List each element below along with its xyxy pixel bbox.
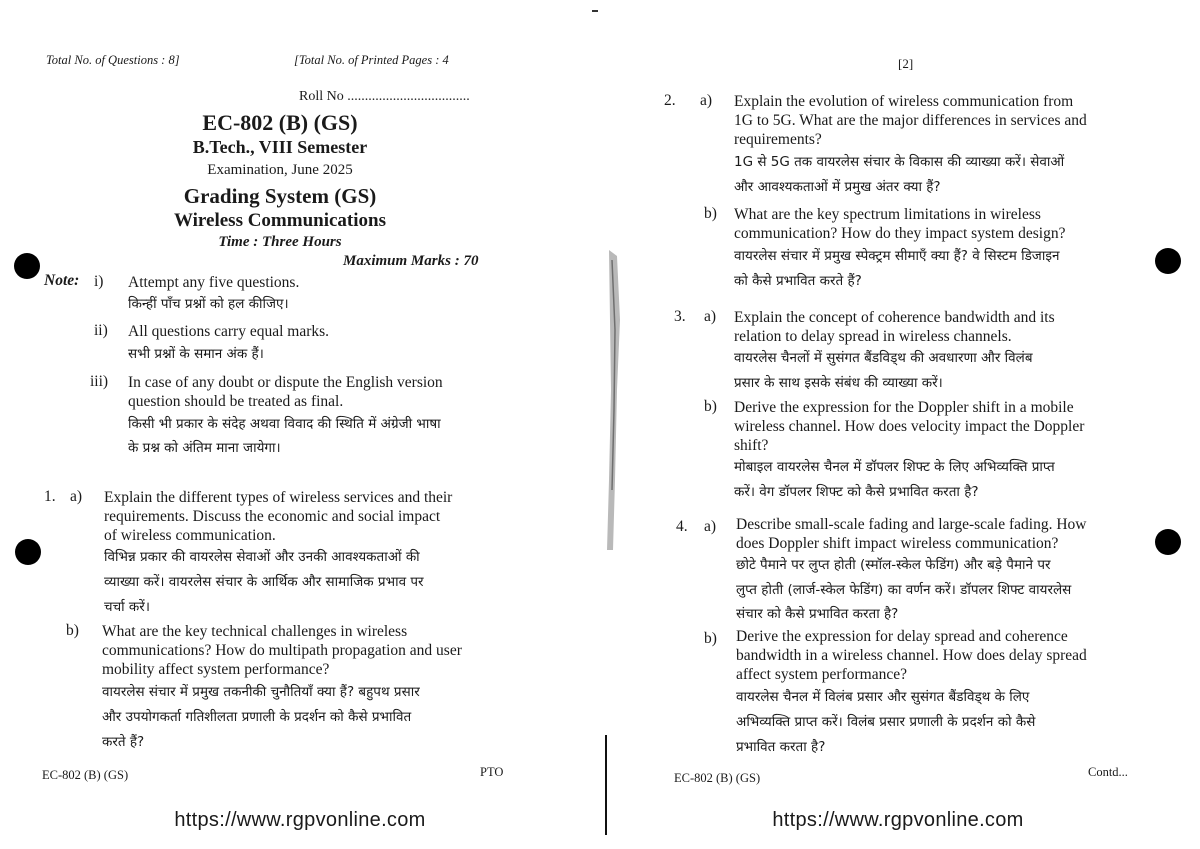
punch-hole (15, 539, 41, 565)
question-text: What are the key spectrum limitations in wireless (734, 206, 1041, 223)
grading-system: Grading System (GS) (183, 184, 377, 208)
paper-code: EC-802 (B) (GS) (202, 110, 358, 135)
part-label: a) (700, 92, 713, 109)
question-text: of wireless communication. (104, 527, 276, 544)
question-text: communication? How do they impact system design? (734, 225, 1066, 242)
question-text-hindi: और आवश्यकताओं में प्रमुख अंतर क्या हैं? (734, 179, 941, 195)
roll-no-field: Roll No ................................... (299, 89, 470, 104)
website-url[interactable]: https://www.rgpvonline.com (772, 809, 1024, 831)
question-text: bandwidth in a wireless channel. How does delay spread (736, 647, 1087, 664)
footer-paper-code: EC-802 (B) (GS) (42, 768, 129, 782)
question-text: requirements? (734, 131, 822, 148)
question-text-hindi: और उपयोगकर्ता गतिशीलता प्रणाली के प्रदर्शन को कैसे प्रभावित (102, 709, 412, 725)
question-text: 1G to 5G. What are the major differences in services and (734, 112, 1087, 129)
left-page (0, 0, 590, 849)
punch-hole (14, 253, 40, 279)
exam-session: Examination, June 2025 (207, 162, 353, 178)
question-text-hindi: विभिन्न प्रकार की वायरलेस सेवाओं और उनकी आवश्यकताओं की (104, 549, 420, 565)
part-label: a) (70, 488, 83, 505)
website-url[interactable]: https://www.rgpvonline.com (174, 809, 426, 831)
question-text-hindi: करें। वेग डॉपलर शिफ्ट को कैसे प्रभावित करता है? (734, 484, 979, 500)
question-text-hindi: करते हैं? (102, 734, 145, 750)
note-number: iii) (90, 373, 109, 390)
question-text-hindi: छोटे पैमाने पर लुप्त होती (स्मॉल-स्केल फेडिंग) और बड़े पैमाने पर (736, 557, 1051, 573)
note-text-hindi: सभी प्रश्नों के समान अंक हैं। (128, 346, 264, 362)
footer-paper-code: EC-802 (B) (GS) (674, 771, 761, 785)
note-text-hindi: किसी भी प्रकार के संदेह अथवा विवाद की स्थिति में अंग्रेजी भाषा (128, 416, 441, 432)
question-text-hindi: वायरलेस संचार में प्रमुख स्पेक्ट्रम सीमाएँ क्या हैं? वे सिस्टम डिजाइन (734, 248, 1060, 264)
part-label: a) (704, 518, 717, 535)
binding-line (605, 735, 607, 835)
question-text-hindi: प्रसार के साथ इसके संबंध की व्याख्या करें। (734, 375, 943, 391)
max-marks: Maximum Marks : 70 (343, 253, 479, 269)
footer-pto: PTO (480, 765, 504, 779)
question-text: communications? How do multipath propagation and user (102, 642, 462, 659)
question-text: Explain the different types of wireless services and their (104, 489, 453, 506)
total-questions-header: Total No. of Questions : 8] (46, 53, 180, 67)
question-text: Derive the expression for delay spread and coherence (736, 628, 1068, 645)
question-text: Explain the concept of coherence bandwidth and its (734, 309, 1055, 326)
time-allowed: Time : Three Hours (218, 234, 342, 250)
note-text: In case of any doubt or dispute the English version (128, 374, 443, 391)
note-text-hindi: किन्हीं पाँच प्रश्नों को हल कीजिए। (128, 296, 289, 312)
note-number: i) (94, 273, 104, 290)
note-text: question should be treated as final. (128, 393, 344, 410)
question-text-hindi: को कैसे प्रभावित करते हैं? (734, 273, 862, 289)
part-label: b) (66, 622, 79, 639)
note-text: All questions carry equal marks. (128, 323, 330, 340)
note-number: ii) (94, 322, 108, 339)
question-text: affect system performance? (736, 666, 907, 683)
note-label: Note: (44, 272, 80, 289)
question-text-hindi: व्याख्या करें। वायरलेस संचार के आर्थिक और सामाजिक प्रभाव पर (104, 574, 424, 590)
part-label: b) (704, 398, 717, 415)
question-text: Derive the expression for the Doppler shift in a mobile (734, 399, 1074, 416)
question-text-hindi: संचार को कैसे प्रभावित करता है? (736, 606, 899, 622)
note-text-hindi: के प्रश्न को अंतिम माना जायेगा। (128, 440, 281, 456)
question-text: wireless channel. How does velocity impact the Doppler (734, 418, 1085, 435)
question-text: does Doppler shift impact wireless communication? (736, 535, 1059, 552)
question-text: relation to delay spread in wireless channels. (734, 328, 1012, 345)
subject-title: Wireless Communications (174, 210, 386, 231)
question-text: shift? (734, 437, 769, 454)
question-number: 4. (676, 518, 688, 535)
page-number: [2] (898, 56, 914, 71)
question-text: mobility affect system performance? (102, 661, 330, 678)
question-number: 2. (664, 92, 676, 109)
question-text-hindi: 1G से 5G तक वायरलेस संचार के विकास की व्याख्या करें। सेवाओं (734, 154, 1065, 170)
scan-mark (592, 10, 598, 12)
punch-hole (1155, 248, 1181, 274)
total-pages-header: [Total No. of Printed Pages : 4 (294, 53, 449, 67)
question-text-hindi: लुप्त होती (लार्ज-स्केल फेडिंग) का वर्णन करें। डॉपलर शिफ्ट वायरलेस (736, 582, 1072, 598)
question-text-hindi: चर्चा करें। (104, 599, 150, 615)
part-label: a) (704, 308, 717, 325)
question-text: requirements. Discuss the economic and social impact (104, 508, 441, 525)
question-text-hindi: वायरलेस चैनल में विलंब प्रसार और सुसंगत बैंडविड्थ के लिए (736, 689, 1030, 705)
question-text: Explain the evolution of wireless communication from (734, 93, 1074, 110)
footer-contd: Contd... (1088, 765, 1128, 779)
punch-hole (1155, 529, 1181, 555)
question-text-hindi: वायरलेस चैनलों में सुसंगत बैंडविड्थ की अवधारणा और विलंब (734, 350, 1033, 366)
part-label: b) (704, 630, 717, 647)
course-title: B.Tech., VIII Semester (192, 137, 368, 157)
note-text: Attempt any five questions. (128, 274, 300, 291)
question-text-hindi: मोबाइल वायरलेस चैनल में डॉपलर शिफ्ट के लिए अभिव्यक्ति प्राप्त (734, 459, 1055, 475)
part-label: b) (704, 205, 717, 222)
question-number: 1. (44, 488, 56, 505)
question-text: Describe small-scale fading and large-scale fading. How (736, 516, 1087, 533)
question-text-hindi: वायरलेस संचार में प्रमुख तकनीकी चुनौतियाँ क्या हैं? बहुपथ प्रसार (102, 684, 420, 700)
question-text-hindi: प्रभावित करता है? (736, 739, 826, 755)
question-number: 3. (674, 308, 686, 325)
right-page (610, 0, 1200, 849)
question-text-hindi: अभिव्यक्ति प्राप्त करें। विलंब प्रसार प्रणाली के प्रदर्शन को कैसे (736, 714, 1036, 730)
question-text: What are the key technical challenges in wireless (102, 623, 408, 640)
